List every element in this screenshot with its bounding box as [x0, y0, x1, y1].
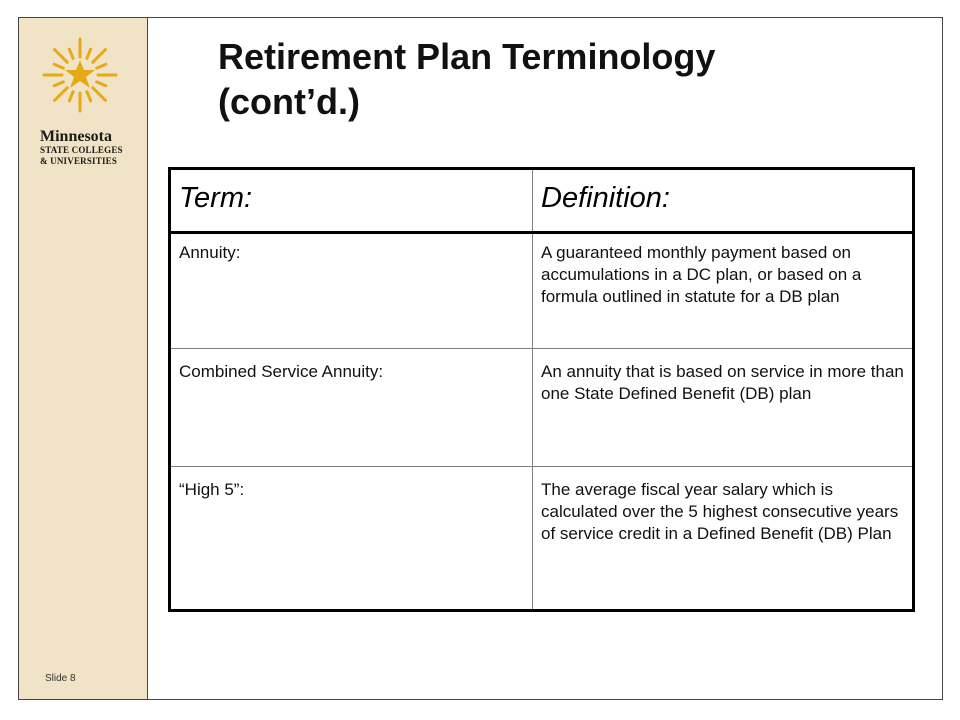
slide-title [218, 34, 898, 124]
table-row [170, 467, 914, 611]
table-row [170, 349, 914, 467]
term-cell: Combined Service Annuity: [170, 349, 533, 467]
brand-name: Minnesota [40, 128, 112, 145]
term-cell: “High 5”: [170, 467, 533, 611]
terminology-table [168, 167, 915, 612]
slide-title-line-1: Retirement Plan Terminology [218, 36, 716, 77]
slide-title-line-2: (cont’d.) [218, 81, 360, 122]
table-header-row [170, 169, 914, 233]
definition-cell: A guaranteed monthly payment based on accumulations in a DC plan, or based on a formula outlined in statute for a DB plan [533, 233, 914, 349]
table-row [170, 233, 914, 349]
definition-cell: The average fiscal year salary which is calculated over the 5 highest consecutive years of service credit in a Defined Benefit (DB) Plan [533, 467, 914, 611]
header-definition: Definition: [533, 169, 914, 233]
term-cell: Annuity: [170, 233, 533, 349]
slide-number: Slide 8 [45, 673, 76, 684]
definition-cell: An annuity that is based on service in more than one State Defined Benefit (DB) plan [533, 349, 914, 467]
header-term: Term: [170, 169, 533, 233]
brand-line-2: STATE COLLEGES [40, 145, 123, 155]
brand-line-3: & UNIVERSITIES [40, 156, 118, 166]
